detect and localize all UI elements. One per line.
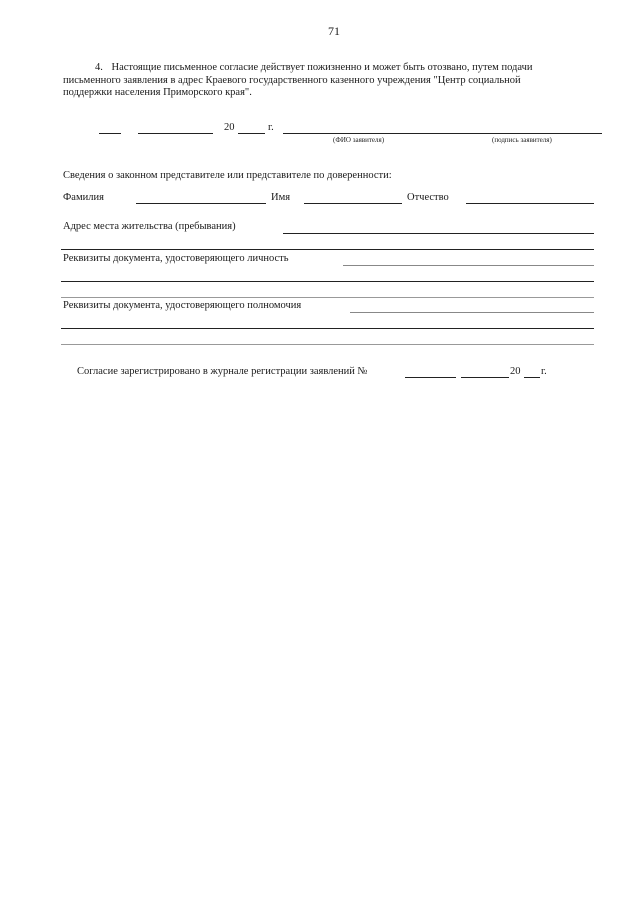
registration-year-field[interactable] [524,377,540,378]
date-year-suffix: г. [268,122,274,133]
identity-doc-label: Реквизиты документа, удостоверяющего личность [63,253,289,264]
surname-field[interactable] [136,203,266,204]
registration-year-suffix: г. [541,366,547,377]
name-field[interactable] [304,203,402,204]
authority-doc-field-line-2[interactable] [61,328,594,329]
registration-text: Согласие зарегистрировано в журнале регистрации заявлений № [77,366,368,377]
date-day-line[interactable] [99,133,121,134]
address-label: Адрес места жительства (пребывания) [63,221,236,232]
signature-caption: (подпись заявителя) [492,136,552,144]
surname-label: Фамилия [63,192,104,203]
patronymic-label: Отчество [407,192,449,203]
registration-year-prefix: 20 [510,366,521,377]
identity-doc-field-line-3[interactable] [61,297,594,298]
address-field-line-1[interactable] [283,233,594,234]
identity-doc-field-line-1[interactable] [343,265,594,266]
page-number: 71 [328,24,340,38]
paragraph-text-line-2: письменного заявления в адрес Краевого государственного казенного учреждения "Центр социальной [63,74,521,86]
address-field-line-2[interactable] [61,249,594,250]
registration-date-field[interactable] [461,377,509,378]
date-month-line[interactable] [138,133,213,134]
authority-doc-label: Реквизиты документа, удостоверяющего полномочия [63,300,302,311]
representative-heading: Сведения о законном представителе или представителе по доверенности: [63,170,392,181]
date-year-line[interactable] [238,133,265,134]
date-year-prefix: 20 [224,122,235,133]
authority-doc-field-line-1[interactable] [350,312,594,313]
fio-signature-line[interactable] [283,133,602,134]
paragraph-line-1 [63,62,593,75]
identity-doc-field-line-2[interactable] [61,281,594,282]
registration-number-field[interactable] [405,377,456,378]
paragraph-number: 4. [95,62,103,73]
paragraph-4 [63,62,593,100]
paragraph-text-line-3: поддержки населения Приморского края". [63,87,252,99]
authority-doc-field-line-3[interactable] [61,344,594,345]
patronymic-field[interactable] [466,203,594,204]
paragraph-text-line-1: Настоящие письменное согласие действует пожизненно и может быть отозвано, путем подачи [111,62,533,73]
fio-caption: (ФИО заявителя) [333,136,385,144]
name-label: Имя [271,192,291,203]
